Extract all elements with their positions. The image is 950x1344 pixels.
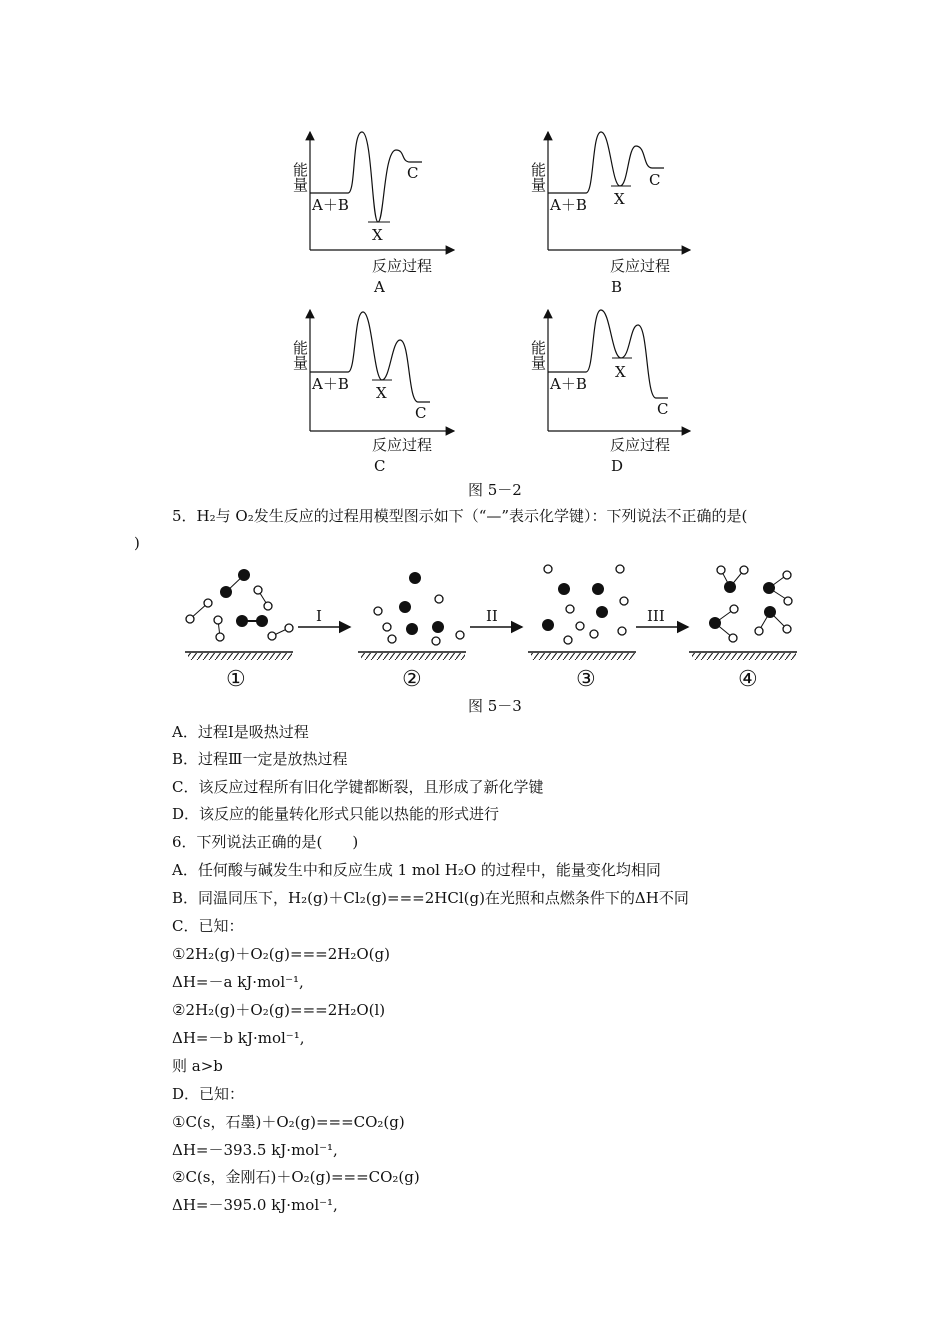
q6-line-d: D．已知： bbox=[172, 1085, 245, 1103]
q5-option-d: D．该反应的能量转化形式只能以热能的形式进行 bbox=[172, 805, 500, 823]
panel-letter-d: D bbox=[611, 457, 624, 475]
process-arrow-3 bbox=[636, 607, 688, 627]
q5-stem-line2: ) bbox=[134, 534, 140, 552]
stage-3-atoms bbox=[528, 565, 636, 660]
q6-line-c: C．已知： bbox=[172, 917, 244, 935]
molecule-model-figure bbox=[0, 555, 950, 695]
figure-5-2-caption: 图 5－2 bbox=[468, 481, 522, 499]
product-label-a: C bbox=[407, 164, 419, 182]
q6-dh-d2: ΔH=－395.0 kJ·mol⁻¹, bbox=[172, 1196, 338, 1214]
intermediate-label-d: X bbox=[615, 363, 626, 381]
q6-stem: 6．下列说法正确的是( ) bbox=[172, 833, 359, 851]
panel-letter-c: C bbox=[374, 457, 386, 475]
svg-text:III: III bbox=[647, 607, 665, 625]
svg-text:I: I bbox=[316, 607, 322, 625]
energy-panel-b bbox=[529, 132, 690, 296]
q6-eq-d2: ②C(s，金刚石)＋O₂(g)===CO₂(g) bbox=[172, 1168, 420, 1186]
reactant-label-d: A＋B bbox=[550, 375, 587, 393]
q5-stem-line1: 5．H₂与 O₂发生反应的过程用模型图示如下（“—”表示化学键）：下列说法不正确的是( bbox=[172, 507, 748, 525]
product-label-c: C bbox=[415, 404, 427, 422]
y-label-c: 能量 bbox=[291, 340, 309, 370]
q6-eq-c1: ①2H₂(g)＋O₂(g)===2H₂O(g) bbox=[172, 945, 390, 963]
panel-letter-b: B bbox=[611, 278, 623, 296]
energy-panel-d bbox=[529, 310, 690, 475]
q6-dh-c2: ΔH=－b kJ·mol⁻¹, bbox=[172, 1029, 305, 1047]
q6-c-conclusion: 则 a>b bbox=[172, 1057, 223, 1075]
stage-label-1: ① bbox=[226, 667, 246, 692]
y-label-a: 能量 bbox=[291, 162, 309, 192]
stage-4-molecules bbox=[689, 566, 797, 660]
q6-eq-c2: ②2H₂(g)＋O₂(g)===2H₂O(l) bbox=[172, 1001, 386, 1019]
svg-text:II: II bbox=[486, 607, 498, 625]
product-label-d: C bbox=[657, 400, 669, 418]
stage-2-atoms bbox=[358, 572, 466, 660]
energy-curve-b bbox=[548, 132, 664, 193]
x-label-d: 反应过程 bbox=[610, 436, 671, 454]
reactant-label-a: A＋B bbox=[312, 196, 349, 214]
process-arrow-1 bbox=[298, 607, 350, 627]
process-arrow-2 bbox=[470, 607, 522, 627]
energy-diagram-figure bbox=[0, 0, 950, 500]
q5-option-c: C．该反应过程所有旧化学键都断裂，且形成了新化学键 bbox=[172, 778, 544, 796]
q6-dh-d1: ΔH=－393.5 kJ·mol⁻¹, bbox=[172, 1141, 338, 1159]
y-label-b: 能量 bbox=[529, 162, 547, 192]
product-label-b: C bbox=[649, 171, 661, 189]
q5-option-a: A．过程Ⅰ是吸热过程 bbox=[172, 723, 309, 741]
q6-line-a: A．任何酸与碱发生中和反应生成 1 mol H₂O 的过程中，能量变化均相同 bbox=[172, 861, 661, 879]
q6-line-b: B．同温同压下，H₂(g)＋Cl₂(g)===2HCl(g)在光照和点燃条件下的ΔH不同 bbox=[172, 889, 689, 907]
q5-option-b: B．过程Ⅲ一定是放热过程 bbox=[172, 750, 348, 768]
intermediate-label-c: X bbox=[376, 384, 387, 402]
stage-label-3: ③ bbox=[576, 667, 596, 692]
intermediate-label-b: X bbox=[614, 190, 625, 208]
stage-label-2: ② bbox=[402, 667, 422, 692]
x-label-a: 反应过程 bbox=[372, 257, 433, 275]
energy-panel-c bbox=[291, 310, 454, 475]
panel-letter-a: A bbox=[374, 278, 385, 296]
stage-label-4: ④ bbox=[738, 667, 758, 692]
y-label-d: 能量 bbox=[529, 340, 547, 370]
stage-1-molecules bbox=[185, 569, 293, 660]
intermediate-label-a: X bbox=[372, 226, 383, 244]
q6-eq-d1: ①C(s，石墨)＋O₂(g)===CO₂(g) bbox=[172, 1113, 405, 1131]
reactant-label-b: A＋B bbox=[550, 196, 587, 214]
q6-dh-c1: ΔH=－a kJ·mol⁻¹, bbox=[172, 973, 304, 991]
x-label-b: 反应过程 bbox=[610, 257, 671, 275]
energy-panel-a bbox=[291, 132, 454, 296]
x-label-c: 反应过程 bbox=[372, 436, 433, 454]
reactant-label-c: A＋B bbox=[312, 375, 349, 393]
figure-5-3-caption: 图 5－3 bbox=[468, 697, 522, 715]
